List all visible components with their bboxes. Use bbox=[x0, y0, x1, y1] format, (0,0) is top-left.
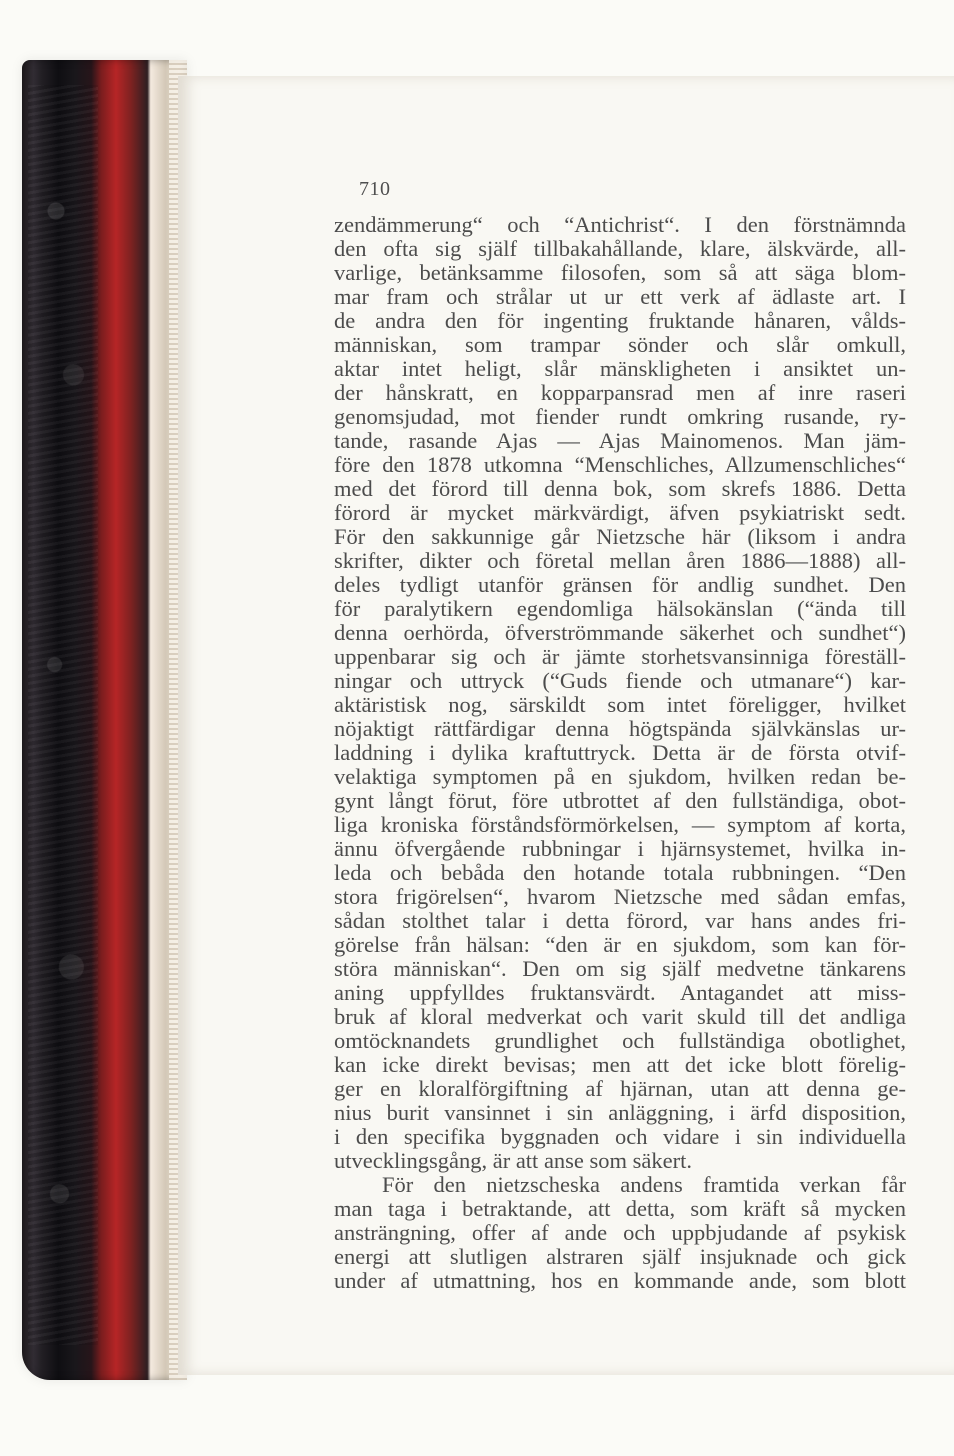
text-line: ännu öfvergående rubbningar i hjärnsystemet, hvilka in- bbox=[334, 837, 906, 861]
text-line: i den specifika byggnaden och vidare i sin individuella bbox=[334, 1125, 906, 1149]
text-line: zendämmerung“ och “Antichrist“. I den förstnämnda bbox=[334, 213, 906, 237]
text-line: bruk af kloral medverkat och varit skuld till det andliga bbox=[334, 1005, 906, 1029]
text-line: den ofta sig själf tillbakahållande, klare, älskvärde, all- bbox=[334, 237, 906, 261]
text-line: förord är mycket märkvärdigt, äfven psykiatriskt sedt. bbox=[334, 501, 906, 525]
text-line: aning uppfylldes fruktansvärdt. Antagandet att miss- bbox=[334, 981, 906, 1005]
text-line: görelse från hälsan: “den är en sjukdom, som kan för- bbox=[334, 933, 906, 957]
text-line: störa människan“. Den om sig själf medvetne tänkarens bbox=[334, 957, 906, 981]
text-line: före den 1878 utkomna “Menschliches, Allzumenschliches“ bbox=[334, 453, 906, 477]
text-line: mar fram och strålar ut ur ett verk af ädlaste art. I bbox=[334, 285, 906, 309]
text-line: sådan stolthet talar i detta förord, var hans andes fri- bbox=[334, 909, 906, 933]
text-line: kan icke direkt bevisas; men att det icke blott förelig- bbox=[334, 1053, 906, 1077]
text-line: deles tydligt utanför gränsen för andlig sundhet. Den bbox=[334, 573, 906, 597]
text-line: varlige, betänksamme filosofen, som så att säga blom- bbox=[334, 261, 906, 285]
text-line: ger en kloralförgiftning af hjärnan, utan att denna ge- bbox=[334, 1077, 906, 1101]
text-line: för paralytikern egendomliga hälsokänslan (“ända till bbox=[334, 597, 906, 621]
text-line: nöjaktigt rättfärdigar denna högtspända självkänslas ur- bbox=[334, 717, 906, 741]
text-line: de andra den för ingenting fruktande hånaren, vålds- bbox=[334, 309, 906, 333]
text-line: ningar och uttryck (“Guds fiende och utmanare“) kar- bbox=[334, 669, 906, 693]
text-line: ansträngning, offer af ande och uppbjudande af psykisk bbox=[334, 1221, 906, 1245]
text-line: För den sakkunnige går Nietzsche här (liksom i andra bbox=[334, 525, 906, 549]
page-number: 710 bbox=[359, 178, 391, 200]
text-line: man taga i betraktande, att detta, som kräft så mycken bbox=[334, 1197, 906, 1221]
page-body-text bbox=[334, 213, 906, 1293]
paragraph-start-line: För den nietzscheska andens framtida verkan får bbox=[382, 1173, 906, 1197]
text-line: gynt långt förut, före utbrottet af den fullständiga, obot- bbox=[334, 789, 906, 813]
text-line: omtöcknandets grundlighet och fullständiga obotlighet, bbox=[334, 1029, 906, 1053]
text-line: aktar intet heligt, slår mänskligheten i ansiktet un- bbox=[334, 357, 906, 381]
text-line: leda och bebåda den hotande totala rubbningen. “Den bbox=[334, 861, 906, 885]
text-line: under af utmattning, hos en kommande ande, som blott bbox=[334, 1269, 906, 1293]
text-line: uppenbarar sig och är jämte storhetsvansinniga föreställ- bbox=[334, 645, 906, 669]
text-line: människan, som trampar sönder och slår omkull, bbox=[334, 333, 906, 357]
text-line: nius burit vansinnet i sin anläggning, i ärfd disposition, bbox=[334, 1101, 906, 1125]
text-line: stora frigörelsen“, hvarom Nietzsche med sådan emfas, bbox=[334, 885, 906, 909]
text-line: denna oerhörda, öfverströmmande säkerhet och sundhet“) bbox=[334, 621, 906, 645]
text-line: utvecklingsgång, är att anse som säkert. bbox=[334, 1149, 693, 1173]
text-line: liga kroniska förståndsförmörkelsen, — symptom af korta, bbox=[334, 813, 906, 837]
text-line: velaktiga symptomen på en sjukdom, hvilken redan be- bbox=[334, 765, 906, 789]
text-line: laddning i dylika kraftuttryck. Detta är de första otvif- bbox=[334, 741, 906, 765]
text-line: med det förord till denna bok, som skrefs 1886. Detta bbox=[334, 477, 906, 501]
text-line: der hånskratt, en kopparpansrad men af inre raseri bbox=[334, 381, 906, 405]
text-line: skrifter, dikter och företal mellan åren 1886—1888) all- bbox=[334, 549, 906, 573]
text-line: tande, rasande Ajas — Ajas Mainomenos. Man jäm- bbox=[334, 429, 906, 453]
book-binding bbox=[22, 60, 187, 1380]
text-line: genomsjudad, mot fiender rundt omkring rusande, ry- bbox=[334, 405, 906, 429]
text-line: aktäristisk nog, särskildt som intet föreligger, hvilket bbox=[334, 693, 906, 717]
text-line: energi att slutligen alstraren själf insjuknade och gick bbox=[334, 1245, 906, 1269]
